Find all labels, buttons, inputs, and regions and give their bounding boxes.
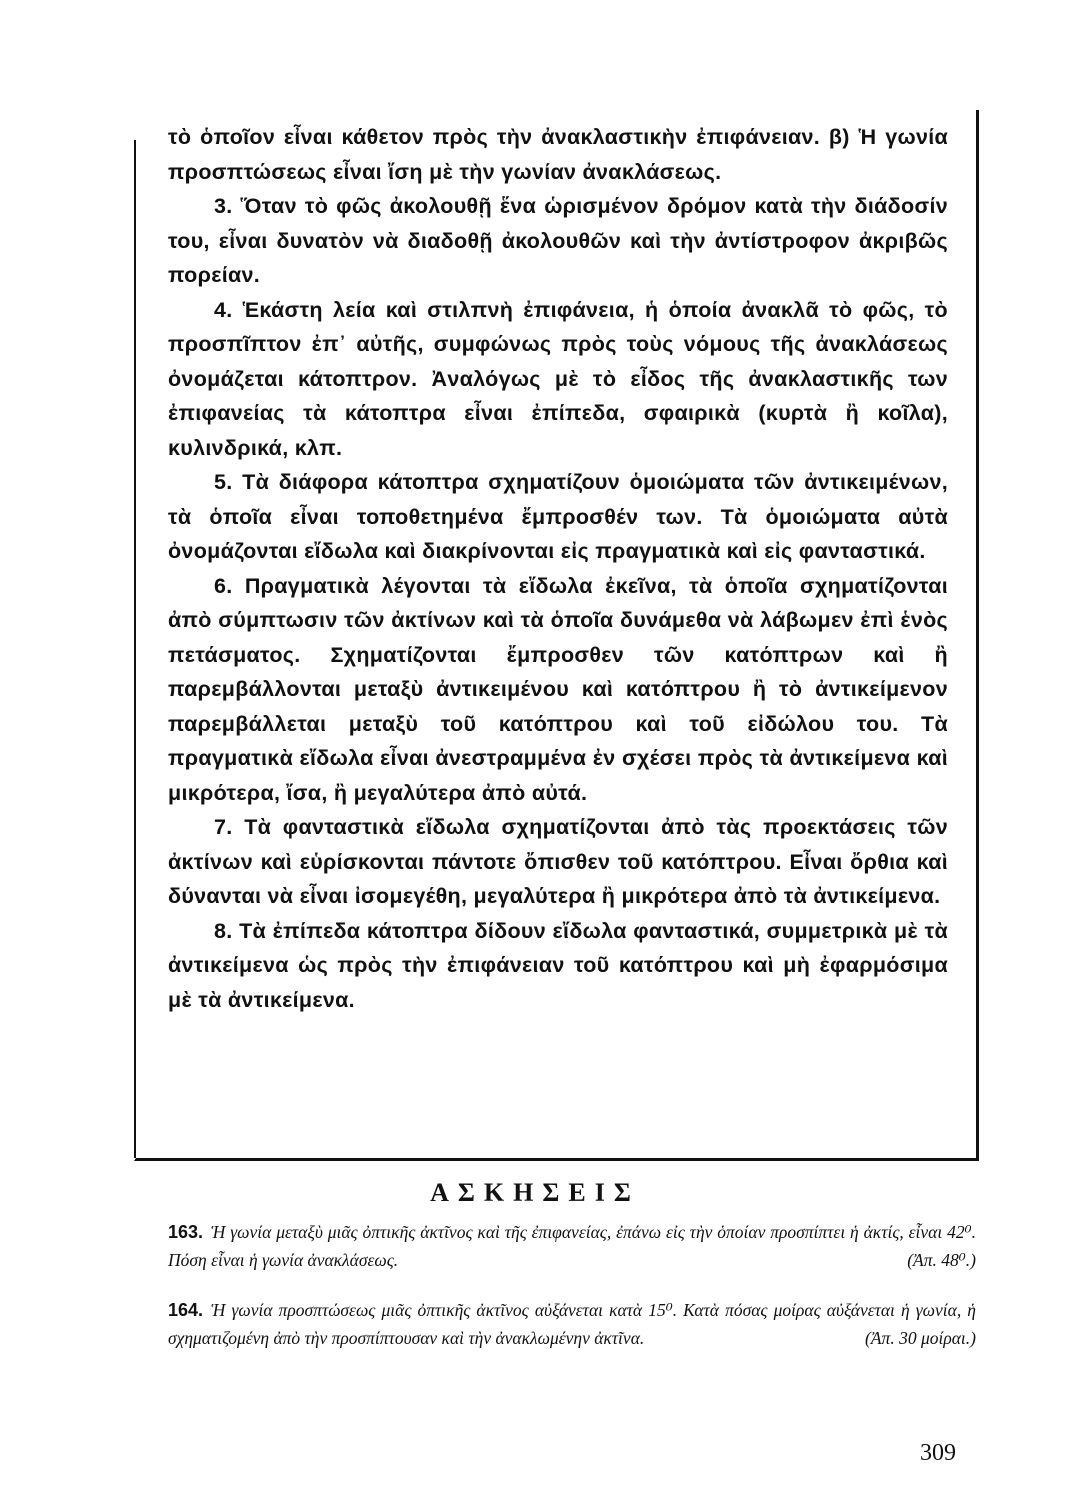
- summary-text: [168, 120, 948, 1017]
- summary-paragraph-6: 6. Πραγματικὰ λέγονται τὰ εἴδωλα ἐκεῖνα, τὰ ὁποῖα σχηματίζονται ἀπὸ σύμπτωσιν τῶν ἀκτίνων καὶ τὰ ὁποῖα δυνάμεθα νὰ λάβωμεν ἐπὶ ἑνὸς πετάσματος. Σχηματίζονται ἔμπροσθεν τῶν κατόπτρων καὶ ἢ παρεμβάλλονται μεταξὺ ἀντικειμένου καὶ κατόπτρου ἢ τὸ ἀντικείμενον παρεμβάλλεται μεταξὺ τοῦ κατόπτρου καὶ τοῦ εἰδώλου του. Τὰ πραγματικὰ εἴδωλα εἶναι ἀνεστραμμένα ἐν σχέσει πρὸς τὰ ἀντικείμενα καὶ μικρότερα, ἴσα, ἢ μεγαλύτερα ἀπὸ αὐτά.: [168, 573, 948, 805]
- exercise-text: Ἡ γωνία προσπτώσεως μιᾶς ὀπτικῆς ἀκτῖνος αὐξάνεται κατὰ 15⁰. Κατὰ πόσας μοίρας αὐξάνεται ἡ γωνία, ἡ σχηματιζομένη ἀπὸ τὴν προσπίπτουσαν καὶ τὴν ἀνακλωμένην ἀκτῖνα.: [168, 1300, 976, 1348]
- exercise-text: Ἡ γωνία μεταξὺ μιᾶς ὀπτικῆς ἀκτῖνος καὶ τῆς ἐπιφανείας, ἐπάνω εἰς τὴν ὁποίαν προσπίπτει ἡ ἀκτίς, εἶναι 42⁰. Πόση εἶναι ἡ γωνία ἀνακλάσεως.: [168, 1222, 976, 1270]
- summary-box-left-rule: [134, 140, 136, 1158]
- summary-paragraph-7: 7. Τὰ φανταστικὰ εἴδωλα σχηματίζονται ἀπὸ τὰς προεκτάσεις τῶν ἀκτίνων καὶ εὑρίσκονται πάντοτε ὄπισθεν τοῦ κατόπτρου. Εἶναι ὄρθια καὶ δύνανται νὰ εἶναι ἰσομεγέθη, μεγαλύτερα ἢ μικρότερα ἀπὸ τὰ ἀντικείμενα.: [168, 815, 948, 908]
- summary-paragraph-3: 3. Ὅταν τὸ φῶς ἀκολουθῇ ἕνα ὡρισμένον δρόμον κατὰ τὴν διάδοσίν του, εἶναι δυνατὸν νὰ διαδοθῇ ἀκολουθῶν καὶ τὴν ἀντίστροφον ἀκριβῶς πορείαν.: [168, 194, 948, 287]
- page-number: 309: [920, 1440, 956, 1466]
- summary-paragraph-5: 5. Τὰ διάφορα κάτοπτρα σχηματίζουν ὁμοιώματα τῶν ἀντικειμένων, τὰ ὁποῖα εἶναι τοποθετημένα ἔμπροσθέν των. Τὰ ὁμοιώματα αὐτὰ ὀνομάζονται εἴδωλα καὶ διακρίνονται εἰς πραγματικὰ καὶ εἰς φανταστικά.: [168, 470, 948, 563]
- summary-paragraph-8: 8. Τὰ ἐπίπεδα κάτοπτρα δίδουν εἴδωλα φανταστικά, συμμετρικὰ μὲ τὰ ἀντικείμενα ὡς πρὸς τὴν ἐπιφάνειαν τοῦ κατόπτρου καὶ μὴ ἐφαρμόσιμα μὲ τὰ ἀντικείμενα.: [168, 918, 948, 1012]
- exercises-heading: ΑΣΚΗΣΕΙΣ: [430, 1178, 640, 1207]
- exercise-number: 163.: [168, 1222, 204, 1242]
- summary-paragraph-4: 4. Ἑκάστη λεία καὶ στιλπνὴ ἐπιφάνεια, ἡ ὁποία ἀνακλᾶ τὸ φῶς, τὸ προσπῖπτον ἐπ᾽ αὐτῆς, συμφώνως πρὸς τοὺς νόμους τῆς ἀνακλάσεως ὀνομάζεται κάτοπτρον. Ἀναλόγως μὲ τὸ εἶδος τῆς ἀνακλαστικῆς των ἐπιφανείας τὰ κάτοπτρα εἶναι ἐπίπεδα, σφαιρικὰ (κυρτὰ ἢ κοῖλα), κυλινδρικά, κλπ.: [168, 297, 948, 460]
- exercise-164: [168, 1296, 976, 1352]
- summary-paragraph-continuation: τὸ ὁποῖον εἶναι κάθετον πρὸς τὴν ἀνακλαστικὴν ἐπιφάνειαν. β) Ἡ γωνία προσπτώσεως εἶναι ἴση μὲ τὴν γωνίαν ἀνακλάσεως.: [168, 125, 948, 184]
- exercise-answer: (Ἀπ. 30 μοίραι.): [865, 1328, 976, 1348]
- exercise-number: 164.: [168, 1300, 204, 1320]
- exercise-163: [168, 1218, 976, 1274]
- exercise-answer: (Ἀπ. 48⁰.): [907, 1250, 976, 1270]
